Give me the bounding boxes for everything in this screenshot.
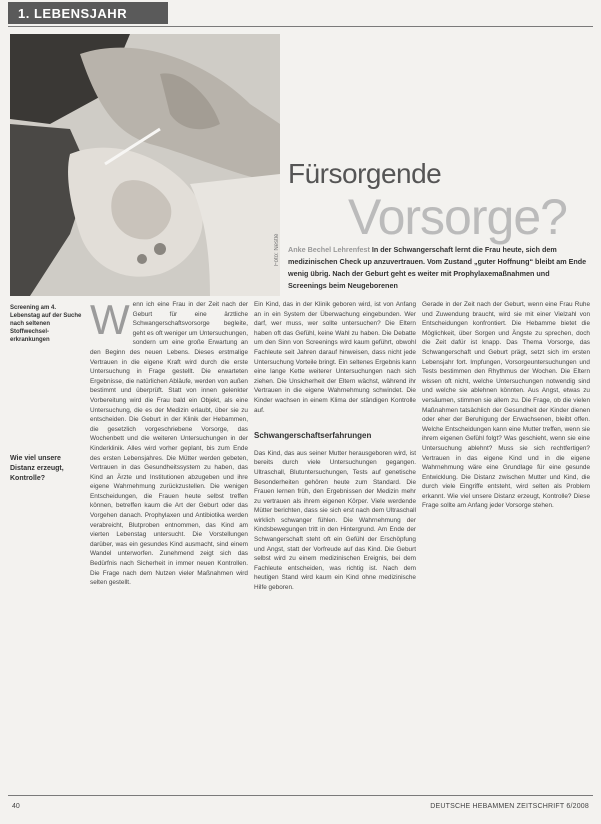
body-column-2: [254, 300, 416, 782]
subheading: Schwangerschaftserfahrungen: [254, 431, 372, 441]
photo-caption: Screening am 4. Lebenstag auf der Suche nach seltenen Stoffwechsel-erkrankungen: [10, 305, 82, 343]
drop-cap: W: [90, 300, 130, 343]
body-text-1: enn ich eine Frau in der Zeit nach der Geburt für eine ärztliche Schwangerschaftsvorsorge begleite, geht es oft weniger um Untersuchungen, sondern um eine große Erwartung an den Beginn des neuen Lebens. Dieses erstmalige Vertrauen in die eigene Kraft wird durch die erste Untersuchung in Frage gestellt. Die erwarteten Ergebnisse, die natürlichen Abläufe, werden von außen bestimmt und überprüft. Statt von innen gelenkter Vorbereitung wird die Frau bald ein Objekt, als eine Untersuchung, die es der Medizin erlaubt, über sie zu entscheiden. Die Geburt in der Klinik der Hebammen, die gesetzlich vorgeschriebene Vorsorge, das Wochenbett und die weiteren Untersuchungen in der Kinderklinik. Alles wird vorher geplant, bis zum Ende des ersten Lebensjahres. Die Mütter werden gebeten, Vertrauen in das Gesundheitssystem zu haben, das Kind an Ärzte und Institutionen abzugeben und ihre eigene Wahrnehmung zurückzustellen. Die wenigen Entscheidungen, die Frauen heute selbst treffen können, betreffen kaum die Art der Geburt oder das Vorgehen danach. Prophylaxen und Antibiotika werden verabreicht, Blutproben entnommen, das Kind am vierten Lebenstag untersucht. Die Vorstellungen darüber, was ein gesundes Kind ausmacht, sind einem Wandel unterworfen. Zunehmend zeigt sich das Bedürfnis nach Sicherheit in immer neuen Kontrollen. Die Frage nach dem Nutzen vieler Maßnahmen wird selten gestellt.: [90, 301, 248, 587]
author-name: Anke Bechel Lehrenfest: [288, 245, 370, 254]
photo-illustration: [10, 34, 280, 296]
article-photo: [10, 34, 280, 296]
intro-text: In der Schwangerschaft lernt die Frau heute, sich dem medizinischen Check up anzuvertrauen. Vom Zustand „guter Hoffnung“ bleibt am Ende wenig übrig. Nach der Geburt geht es weiter mit Prophylaxemaßnahmen und Screenings beim Neugeborenen: [288, 245, 587, 290]
section-label: 1. LEBENSJAHR: [18, 6, 128, 21]
body-text-3: Gerade in der Zeit nach der Geburt, wenn eine Frau Ruhe und Zuwendung braucht, wird sie mit einer Vielzahl von Entscheidungen konfrontiert. Die Hebamme bietet die Möglichkeit, über Sorgen und Ängste zu sprechen, doch die Zeit dafür ist knapp. Das Thema Vorsorge, das Schwangerschaft und Geburt prägt, setzt sich im ersten Lebensjahr fort. Impfungen, Vorsorgeuntersuchungen und Tests bestimmen den Rhythmus der Wochen. Die Eltern wissen oft nicht, welche Untersuchungen notwendig sind und welche sie ablehnen könnten. Aus Angst, etwas zu versäumen, stimmen sie allem zu. Die Frage, ob die vielen Maßnahmen tatsächlich der Gesundheit der Kinder dienen oder eher der Beruhigung der Erwachsenen, bleibt offen. Welche Entscheidungen kann eine Mutter treffen, wenn sie ihrem eigenen Gefühl folgt? Was geschieht, wenn sie eine Untersuchung ablehnt? Muss sie sich rechtfertigen? Vertrauen in das eigene Kind und in die eigene Wahrnehmung wäre eine Grundlage für eine gesunde Entwicklung. Die Distanz zwischen Mutter und Kind, die durch viele Eingriffe entsteht, wird selten als Problem erkannt. Wie viel unsere Distanz erzeugt, Kontrolle? Diese Frage sollte am Anfang jeder Vorsorge stehen.: [422, 301, 590, 510]
article-title-line1: Fürsorgende: [288, 158, 442, 189]
body-column-1: [90, 300, 248, 780]
footer-divider: [8, 795, 593, 796]
body-column-3: [422, 300, 590, 782]
section-tab: [8, 2, 168, 24]
page-number: 40: [12, 803, 20, 810]
header-divider: [8, 26, 593, 27]
body-text-2a: Ein Kind, das in der Klinik geboren wird, ist von Anfang an in ein System der Überwachung eingebunden. Wer darf, wer muss, wer sollte untersuchen? Die Eltern haben oft das Gefühl, keine Wahl zu haben. Die Debatte um den Sinn von Screenings wird kaum geführt, obwohl Fachleute seit Jahren darauf hinweisen, dass nicht jede Untersuchung Vorteile bringt. Ein seltenes Ergebnis kann eine lange Kette weiterer Untersuchungen nach sich ziehen. Die Unsicherheit der Eltern wächst, während ihr Vertrauen in die eigene Wahrnehmung schwindet. Die Kinder wachsen in einem Klima der ständigen Kontrolle auf.: [254, 301, 416, 414]
publication-name: DEUTSCHE HEBAMMEN ZEITSCHRIFT 6/2008: [430, 803, 589, 810]
pull-question: Wie viel unsere Distanz erzeugt, Kontrolle?: [10, 455, 64, 482]
article-title-line2: Vorsorge?: [348, 189, 567, 245]
photo-credit: Foto: Nestlé: [274, 233, 280, 266]
article-intro: [288, 244, 590, 292]
body-text-2b: Das Kind, das aus seiner Mutter herausgeboren wird, ist bereits durch viele Untersuchungen gegangen. Ultraschall, Blutuntersuchungen, Tests auf genetische Besonderheiten gehören heute zum Standard. Die Frauen lernen früh, den Ergebnissen der Medizin mehr zu vertrauen als ihrem eigenen Körper. Viele werdende Mütter berichten, dass sie sich erst nach dem Ultraschall wirklich schwanger fühlen. Die Wahrnehmung der Kindsbewegungen tritt in den Hintergrund. Am Ende der Schwangerschaft steht oft ein Gefühl der Erschöpfung und Angst, statt der Vorfreude auf das Kind. Die Geburt selbst wird zu einem medizinischen Ereignis, bei dem Fachleute entscheiden, was richtig ist. Nach dem heutigen Stand wird kaum ein Kind ohne medizinische Hilfe geboren.: [254, 449, 416, 592]
